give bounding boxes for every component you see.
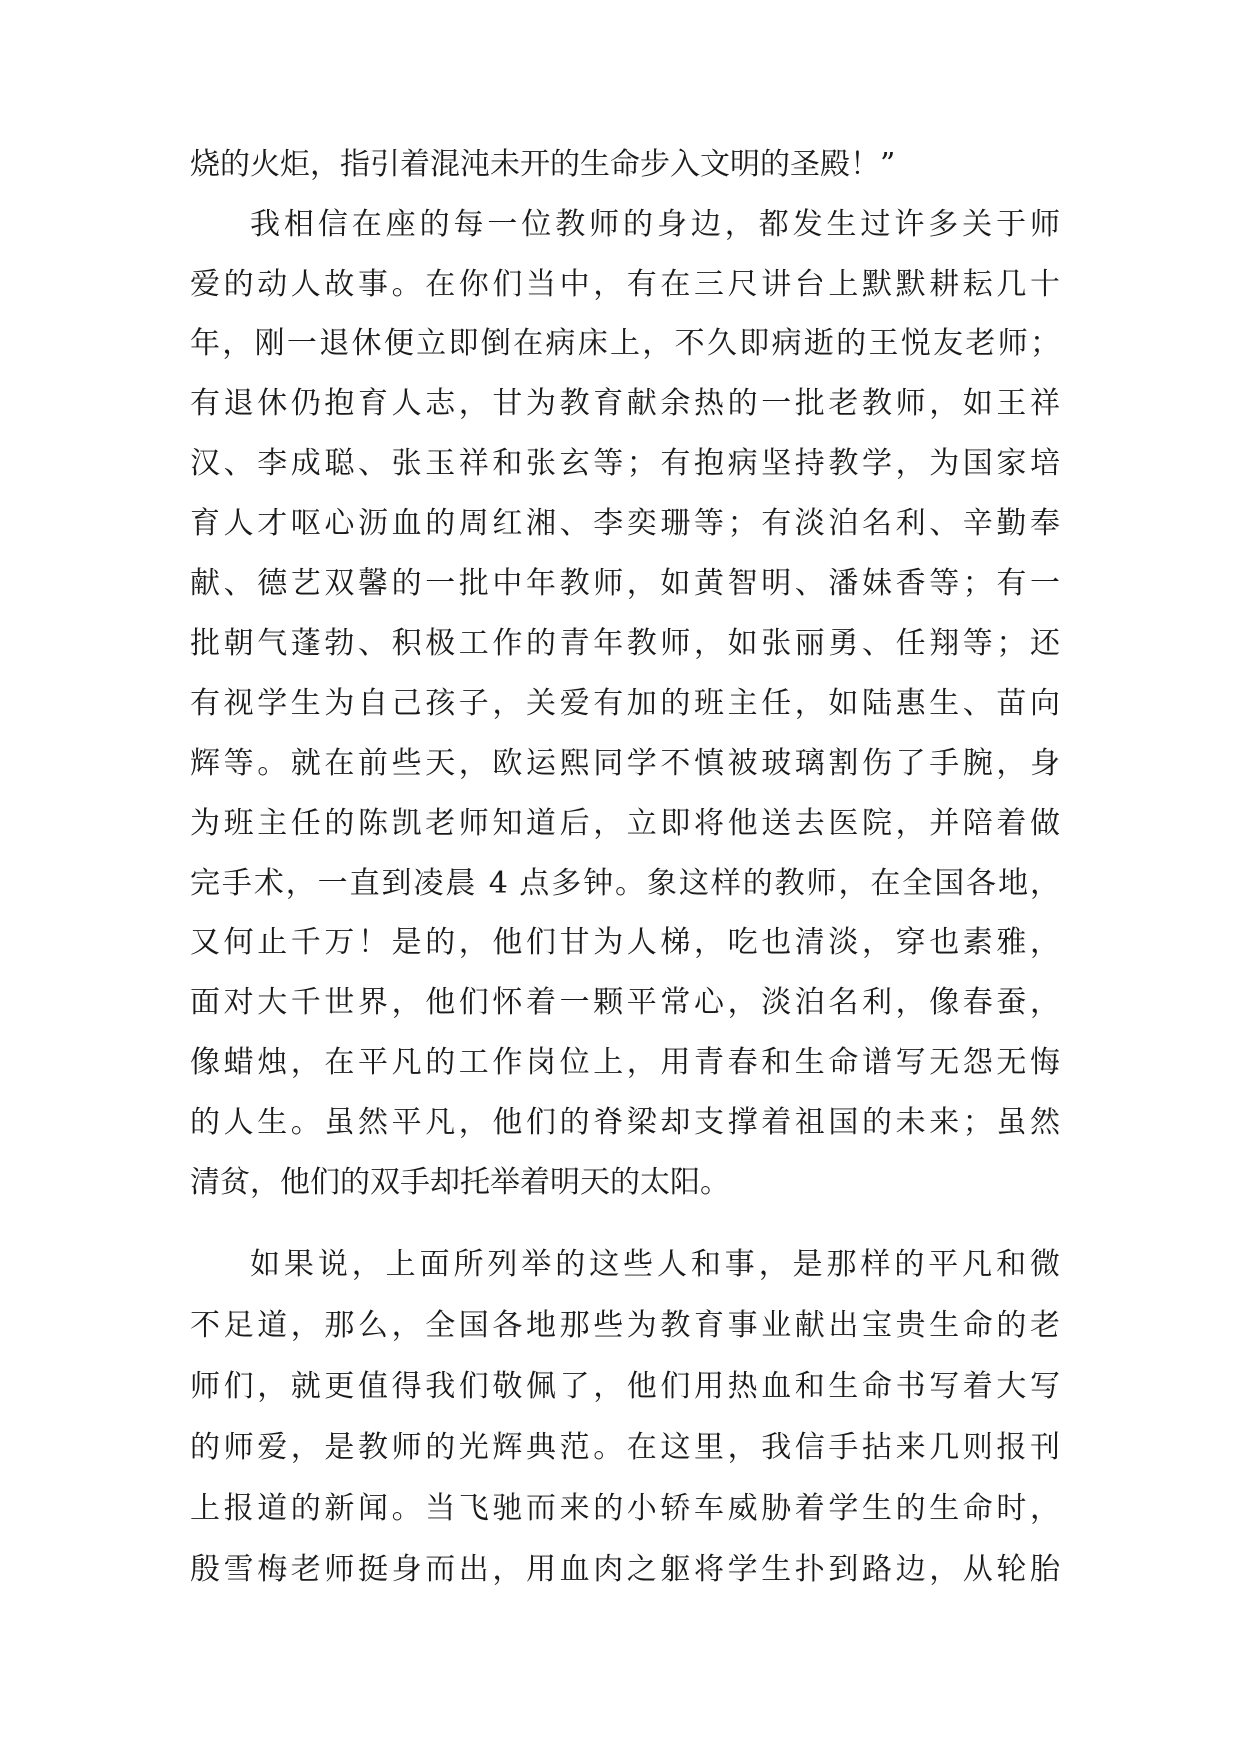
- text-line: 为班主任的陈凯老师知道后，立即将他送去医院，并陪着做: [190, 806, 1060, 841]
- text-line: 汉、李成聪、张玉祥和张玄等；有抱病坚持教学，为国家培: [190, 446, 1060, 481]
- paragraph-last-line: 清贫，他们的双手却托举着明天的太阳。: [190, 1165, 730, 1200]
- text-line: 的人生。虽然平凡，他们的脊梁却支撑着祖国的未来；虽然: [190, 1105, 1060, 1140]
- text-line: 又何止千万！是的，他们甘为人梯，吃也清淡，穿也素雅，: [190, 925, 1060, 960]
- text-line: 烧的火炬，指引着混沌未开的生命步入文明的圣殿！”: [190, 147, 896, 182]
- paragraph-first-line: 如果说，上面所列举的这些人和事，是那样的平凡和微: [250, 1247, 1060, 1282]
- paragraph-first-line: 我相信在座的每一位教师的身边，都发生过许多关于师: [250, 207, 1060, 242]
- text-line: 育人才呕心沥血的周红湘、李奕珊等；有淡泊名利、辛勤奉: [190, 506, 1060, 541]
- text-line: 殷雪梅老师挺身而出，用血肉之躯将学生扑到路边，从轮胎: [190, 1552, 1060, 1587]
- text-line: 上报道的新闻。当飞驰而来的小轿车威胁着学生的生命时，: [190, 1491, 1060, 1526]
- text-line: 有退休仍抱育人志，甘为教育献余热的一批老教师，如王祥: [190, 386, 1060, 421]
- text-line: 像蜡烛，在平凡的工作岗位上，用青春和生命谱写无怨无悔: [190, 1045, 1060, 1080]
- text-line: 年，刚一退休便立即倒在病床上，不久即病逝的王悦友老师；: [190, 326, 1060, 361]
- text-line: 爱的动人故事。在你们当中，有在三尺讲台上默默耕耘几十: [190, 267, 1060, 302]
- text-line: 批朝气蓬勃、积极工作的青年教师，如张丽勇、任翔等；还: [190, 626, 1060, 661]
- text-line: 完手术，一直到凌晨 4 点多钟。象这样的教师，在全国各地，: [190, 866, 1060, 901]
- text-line: 面对大千世界，他们怀着一颗平常心，淡泊名利，像春蚕，: [190, 985, 1060, 1020]
- text-line: 不足道，那么，全国各地那些为教育事业献出宝贵生命的老: [190, 1308, 1060, 1343]
- text-line: 有视学生为自己孩子，关爱有加的班主任，如陆惠生、苗向: [190, 686, 1060, 721]
- text-line: 献、德艺双馨的一批中年教师，如黄智明、潘妹香等；有一: [190, 566, 1060, 601]
- text-line: 的师爱，是教师的光辉典范。在这里，我信手拈来几则报刊: [190, 1430, 1060, 1465]
- text-line: 辉等。就在前些天，欧运熙同学不慎被玻璃割伤了手腕，身: [190, 746, 1060, 781]
- text-line: 师们，就更值得我们敬佩了，他们用热血和生命书写着大写: [190, 1369, 1060, 1404]
